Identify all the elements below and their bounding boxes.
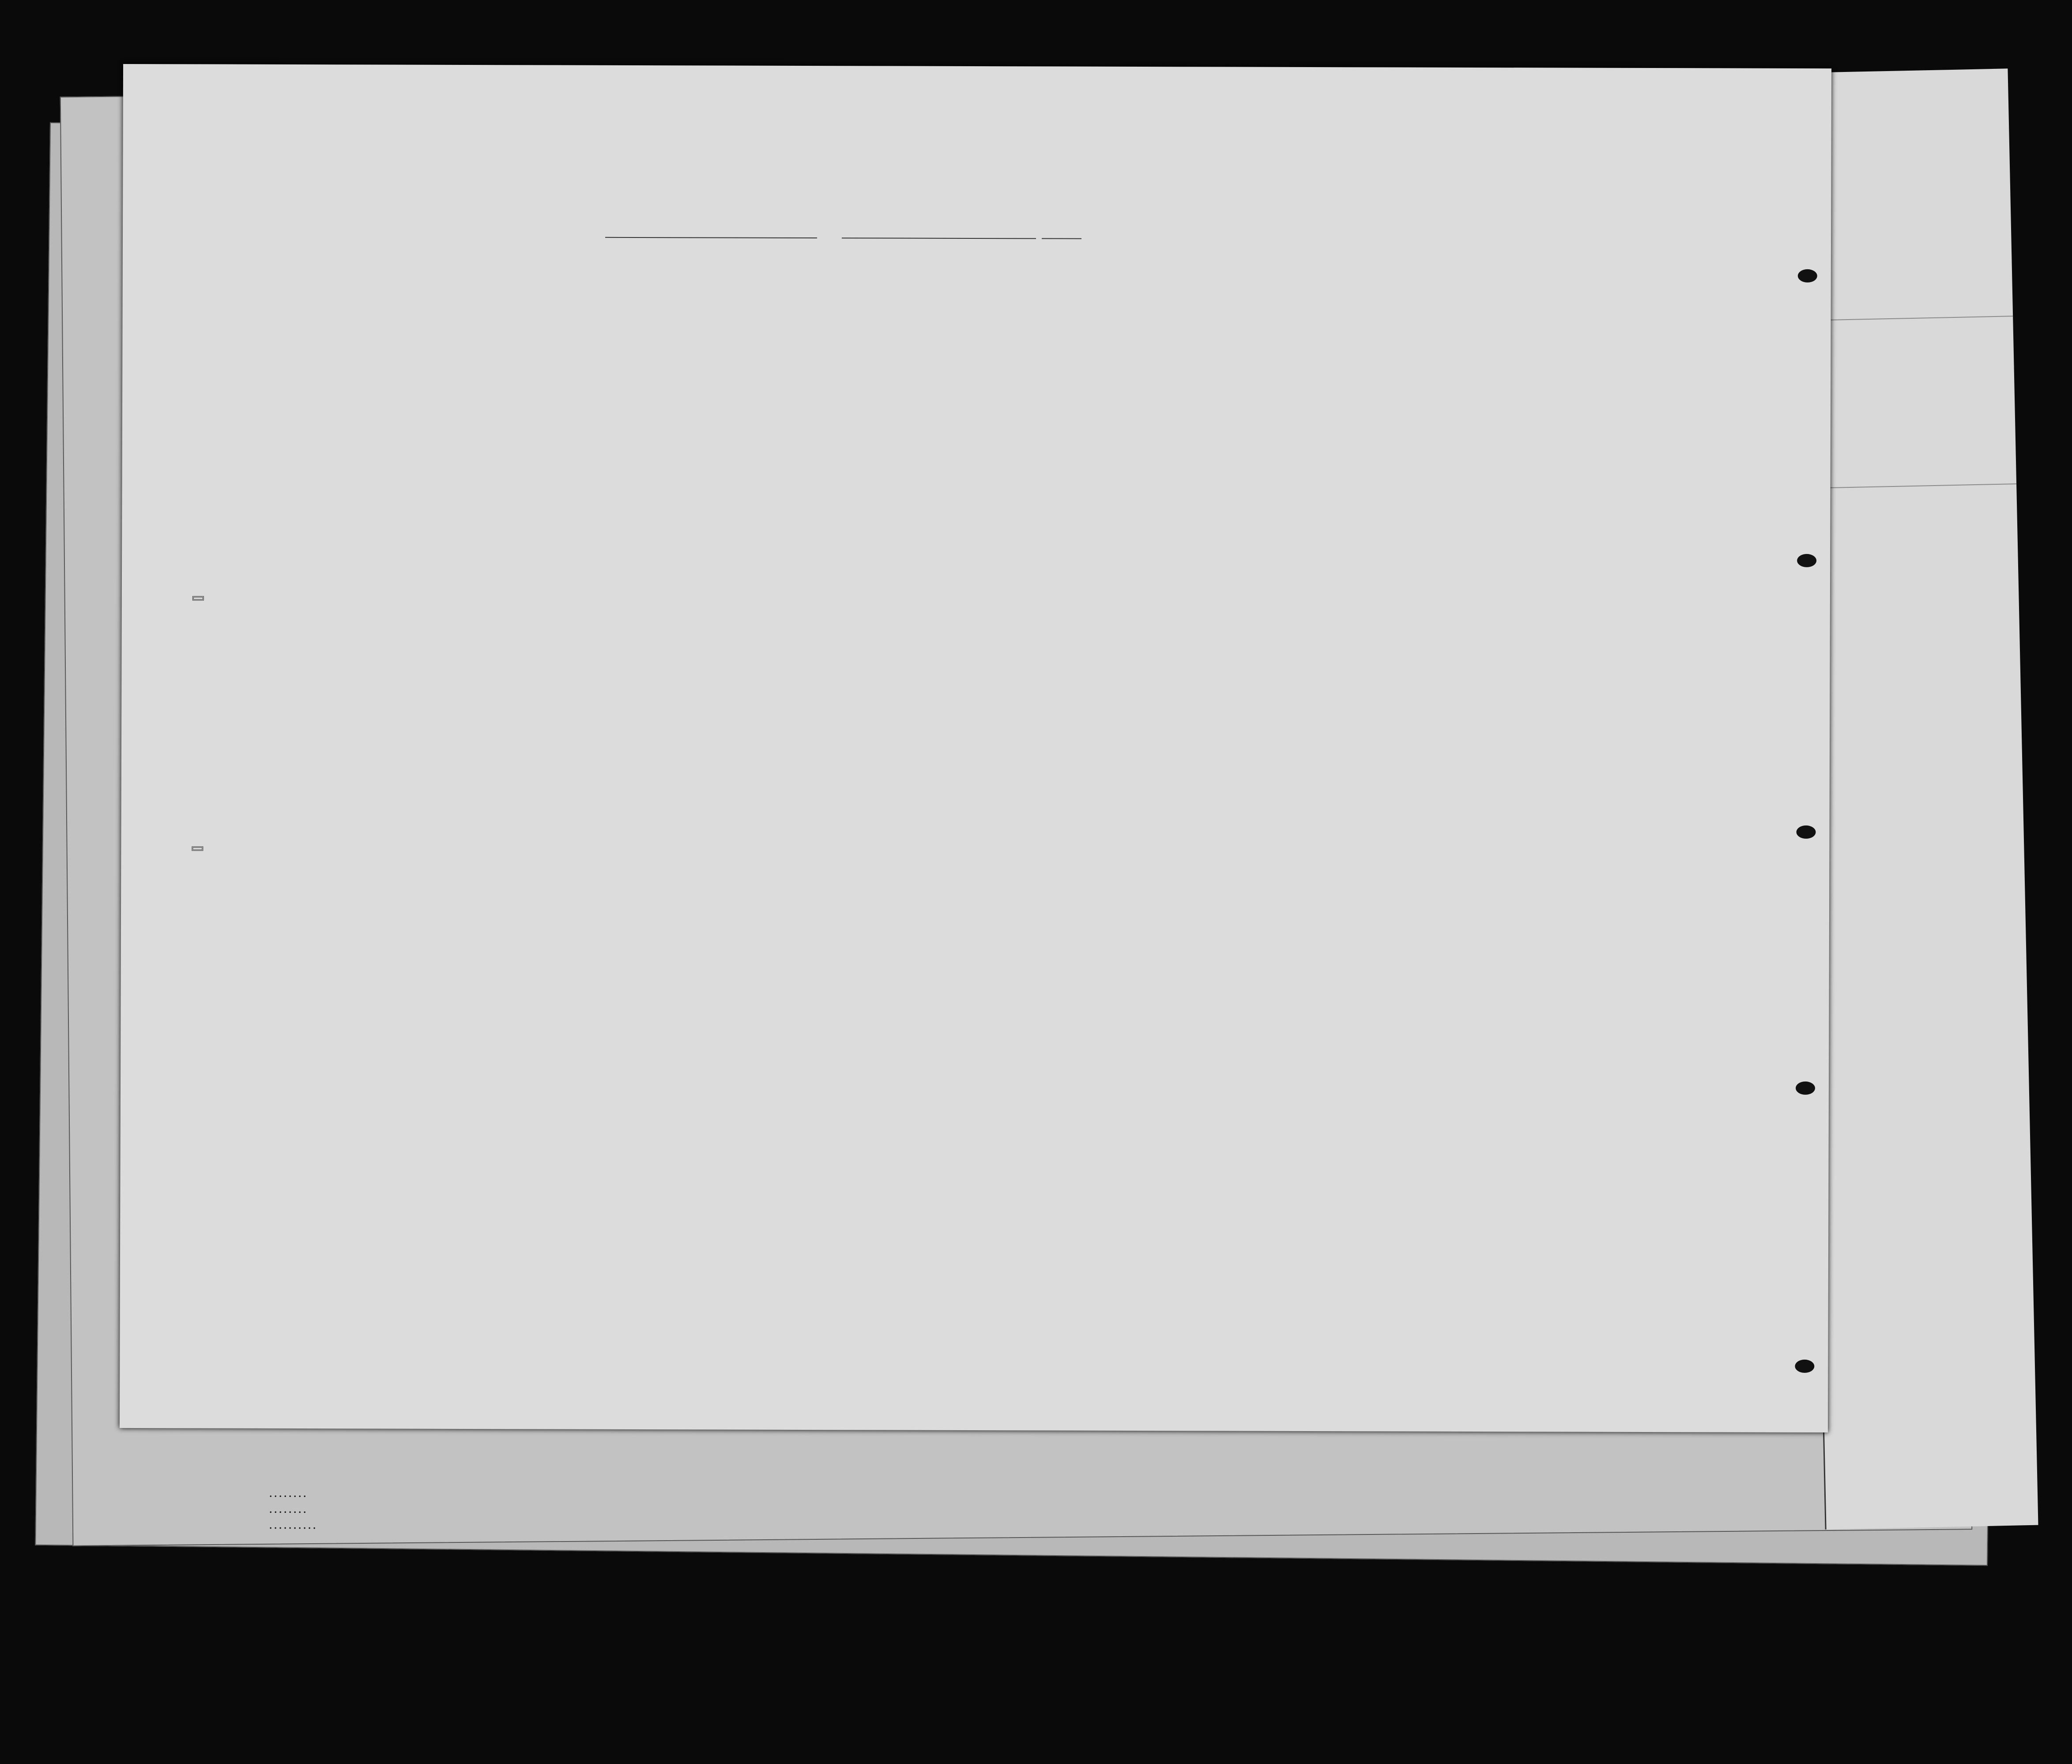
binding-hole [1797, 554, 1816, 567]
adjacent-rule [1805, 483, 2016, 489]
adjacent-rule [1801, 316, 2013, 321]
binding-hole [1796, 1082, 1815, 1095]
binding-hole [1795, 1360, 1814, 1373]
binding-hole [1796, 825, 1816, 839]
pen-check-marks [120, 64, 1831, 1432]
manifest-sheet [120, 64, 1831, 1531]
binding-hole [1798, 269, 1817, 283]
adjacent-page [1794, 68, 2038, 1529]
totals-block: . . . . . . . . . . . . . . . . . . . . . . . . . . [269, 1488, 316, 1531]
